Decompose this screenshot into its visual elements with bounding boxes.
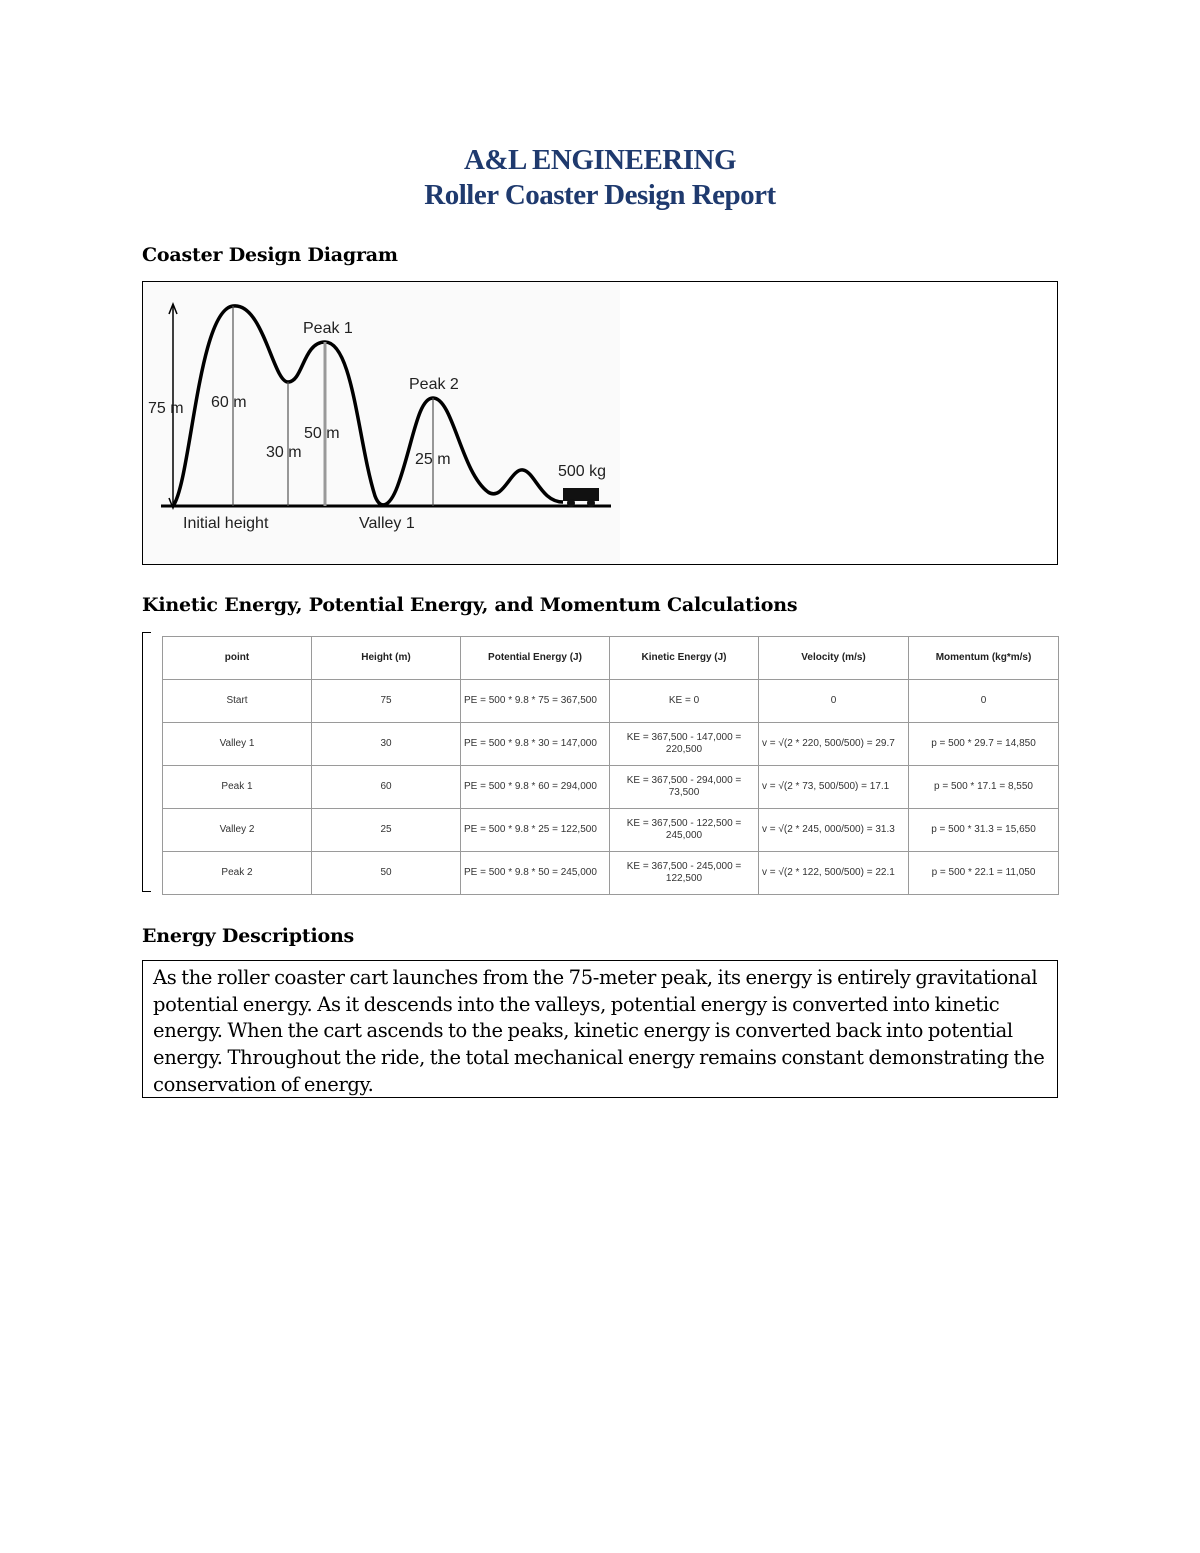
cell-height: 60 (312, 766, 461, 809)
cell-height: 25 (312, 809, 461, 852)
cell-kinetic-energy: KE = 367,500 - 294,000 = 73,500 (610, 766, 759, 809)
cell-potential-energy: PE = 500 * 9.8 * 75 = 367,500 (461, 680, 610, 723)
cell-kinetic-energy: KE = 367,500 - 147,000 = 220,500 (610, 723, 759, 766)
cell-momentum: p = 500 * 22.1 = 11,050 (909, 852, 1059, 895)
cell-kinetic-energy: KE = 0 (610, 680, 759, 723)
cell-momentum: p = 500 * 17.1 = 8,550 (909, 766, 1059, 809)
table-row (163, 852, 1059, 895)
cell-height: 75 (312, 680, 461, 723)
header-momentum: Momentum (kg*m/s) (909, 637, 1059, 680)
header-height: Height (m) (312, 637, 461, 680)
header-velocity: Velocity (m/s) (759, 637, 909, 680)
header-point: point (163, 637, 312, 680)
energy-heading: Energy Descriptions (142, 925, 355, 947)
cell-height: 30 (312, 723, 461, 766)
mass-label: 500 kg (558, 463, 607, 480)
cell-point: Start (163, 680, 312, 723)
peak2-height-label: 25 m (415, 451, 451, 468)
calc-heading: Kinetic Energy, Potential Energy, and Momentum Calculations (142, 594, 798, 616)
peak1-label: Peak 1 (303, 320, 353, 337)
cell-height: 50 (312, 852, 461, 895)
table-row (163, 680, 1059, 723)
cell-velocity: v = √(2 * 122, 500/500) = 22.1 (759, 852, 909, 895)
cell-potential-energy: PE = 500 * 9.8 * 50 = 245,000 (461, 852, 610, 895)
cell-point: Valley 1 (163, 723, 312, 766)
calc-table (162, 636, 1059, 895)
coaster-diagram-box (142, 281, 1058, 565)
header-kinetic-energy: Kinetic Energy (J) (610, 637, 759, 680)
cell-potential-energy: PE = 500 * 9.8 * 60 = 294,000 (461, 766, 610, 809)
cell-velocity: v = √(2 * 245, 000/500) = 31.3 (759, 809, 909, 852)
peak1-height-label: 50 m (304, 425, 340, 442)
calc-table-frame (142, 632, 1058, 892)
cell-velocity: v = √(2 * 73, 500/500) = 17.1 (759, 766, 909, 809)
cell-point: Peak 1 (163, 766, 312, 809)
company-title: A&L ENGINEERING (463, 144, 737, 176)
cell-velocity: v = √(2 * 220, 500/500) = 29.7 (759, 723, 909, 766)
frame-bracket (142, 632, 151, 892)
initial-height-value: 60 m (211, 394, 247, 411)
total-height-label: 75 m (148, 400, 184, 417)
cell-potential-energy: PE = 500 * 9.8 * 25 = 122,500 (461, 809, 610, 852)
dip-height-label: 30 m (266, 444, 302, 461)
energy-description: As the roller coaster cart launches from the 75-meter peak, its energy is entirely gravitational potential energy. As it descends into the valleys, potential energy is converted into kinetic energy. When the cart ascends to the peaks, kinetic energy is converted back into potential energy. Throughout the ride, the total mechanical energy remains constant demonstrating the conservation of energy. (142, 960, 1058, 1098)
cell-point: Peak 2 (163, 852, 312, 895)
table-row (163, 723, 1059, 766)
cell-kinetic-energy: KE = 367,500 - 245,000 = 122,500 (610, 852, 759, 895)
cell-potential-energy: PE = 500 * 9.8 * 30 = 147,000 (461, 723, 610, 766)
coaster-diagram (143, 282, 1057, 564)
cell-velocity: 0 (759, 680, 909, 723)
report-title: Roller Coaster Design Report (424, 179, 776, 211)
cell-kinetic-energy: KE = 367,500 - 122,500 = 245,000 (610, 809, 759, 852)
valley1-label: Valley 1 (359, 515, 415, 532)
cell-momentum: 0 (909, 680, 1059, 723)
cell-momentum: p = 500 * 29.7 = 14,850 (909, 723, 1059, 766)
table-row (163, 809, 1059, 852)
cell-momentum: p = 500 * 31.3 = 15,650 (909, 809, 1059, 852)
table-row (163, 766, 1059, 809)
diagram-heading: Coaster Design Diagram (142, 244, 398, 266)
calc-table-header-row (163, 637, 1059, 680)
peak2-label: Peak 2 (409, 376, 459, 393)
header-potential-energy: Potential Energy (J) (461, 637, 610, 680)
initial-height-label: Initial height (183, 515, 269, 532)
cell-point: Valley 2 (163, 809, 312, 852)
